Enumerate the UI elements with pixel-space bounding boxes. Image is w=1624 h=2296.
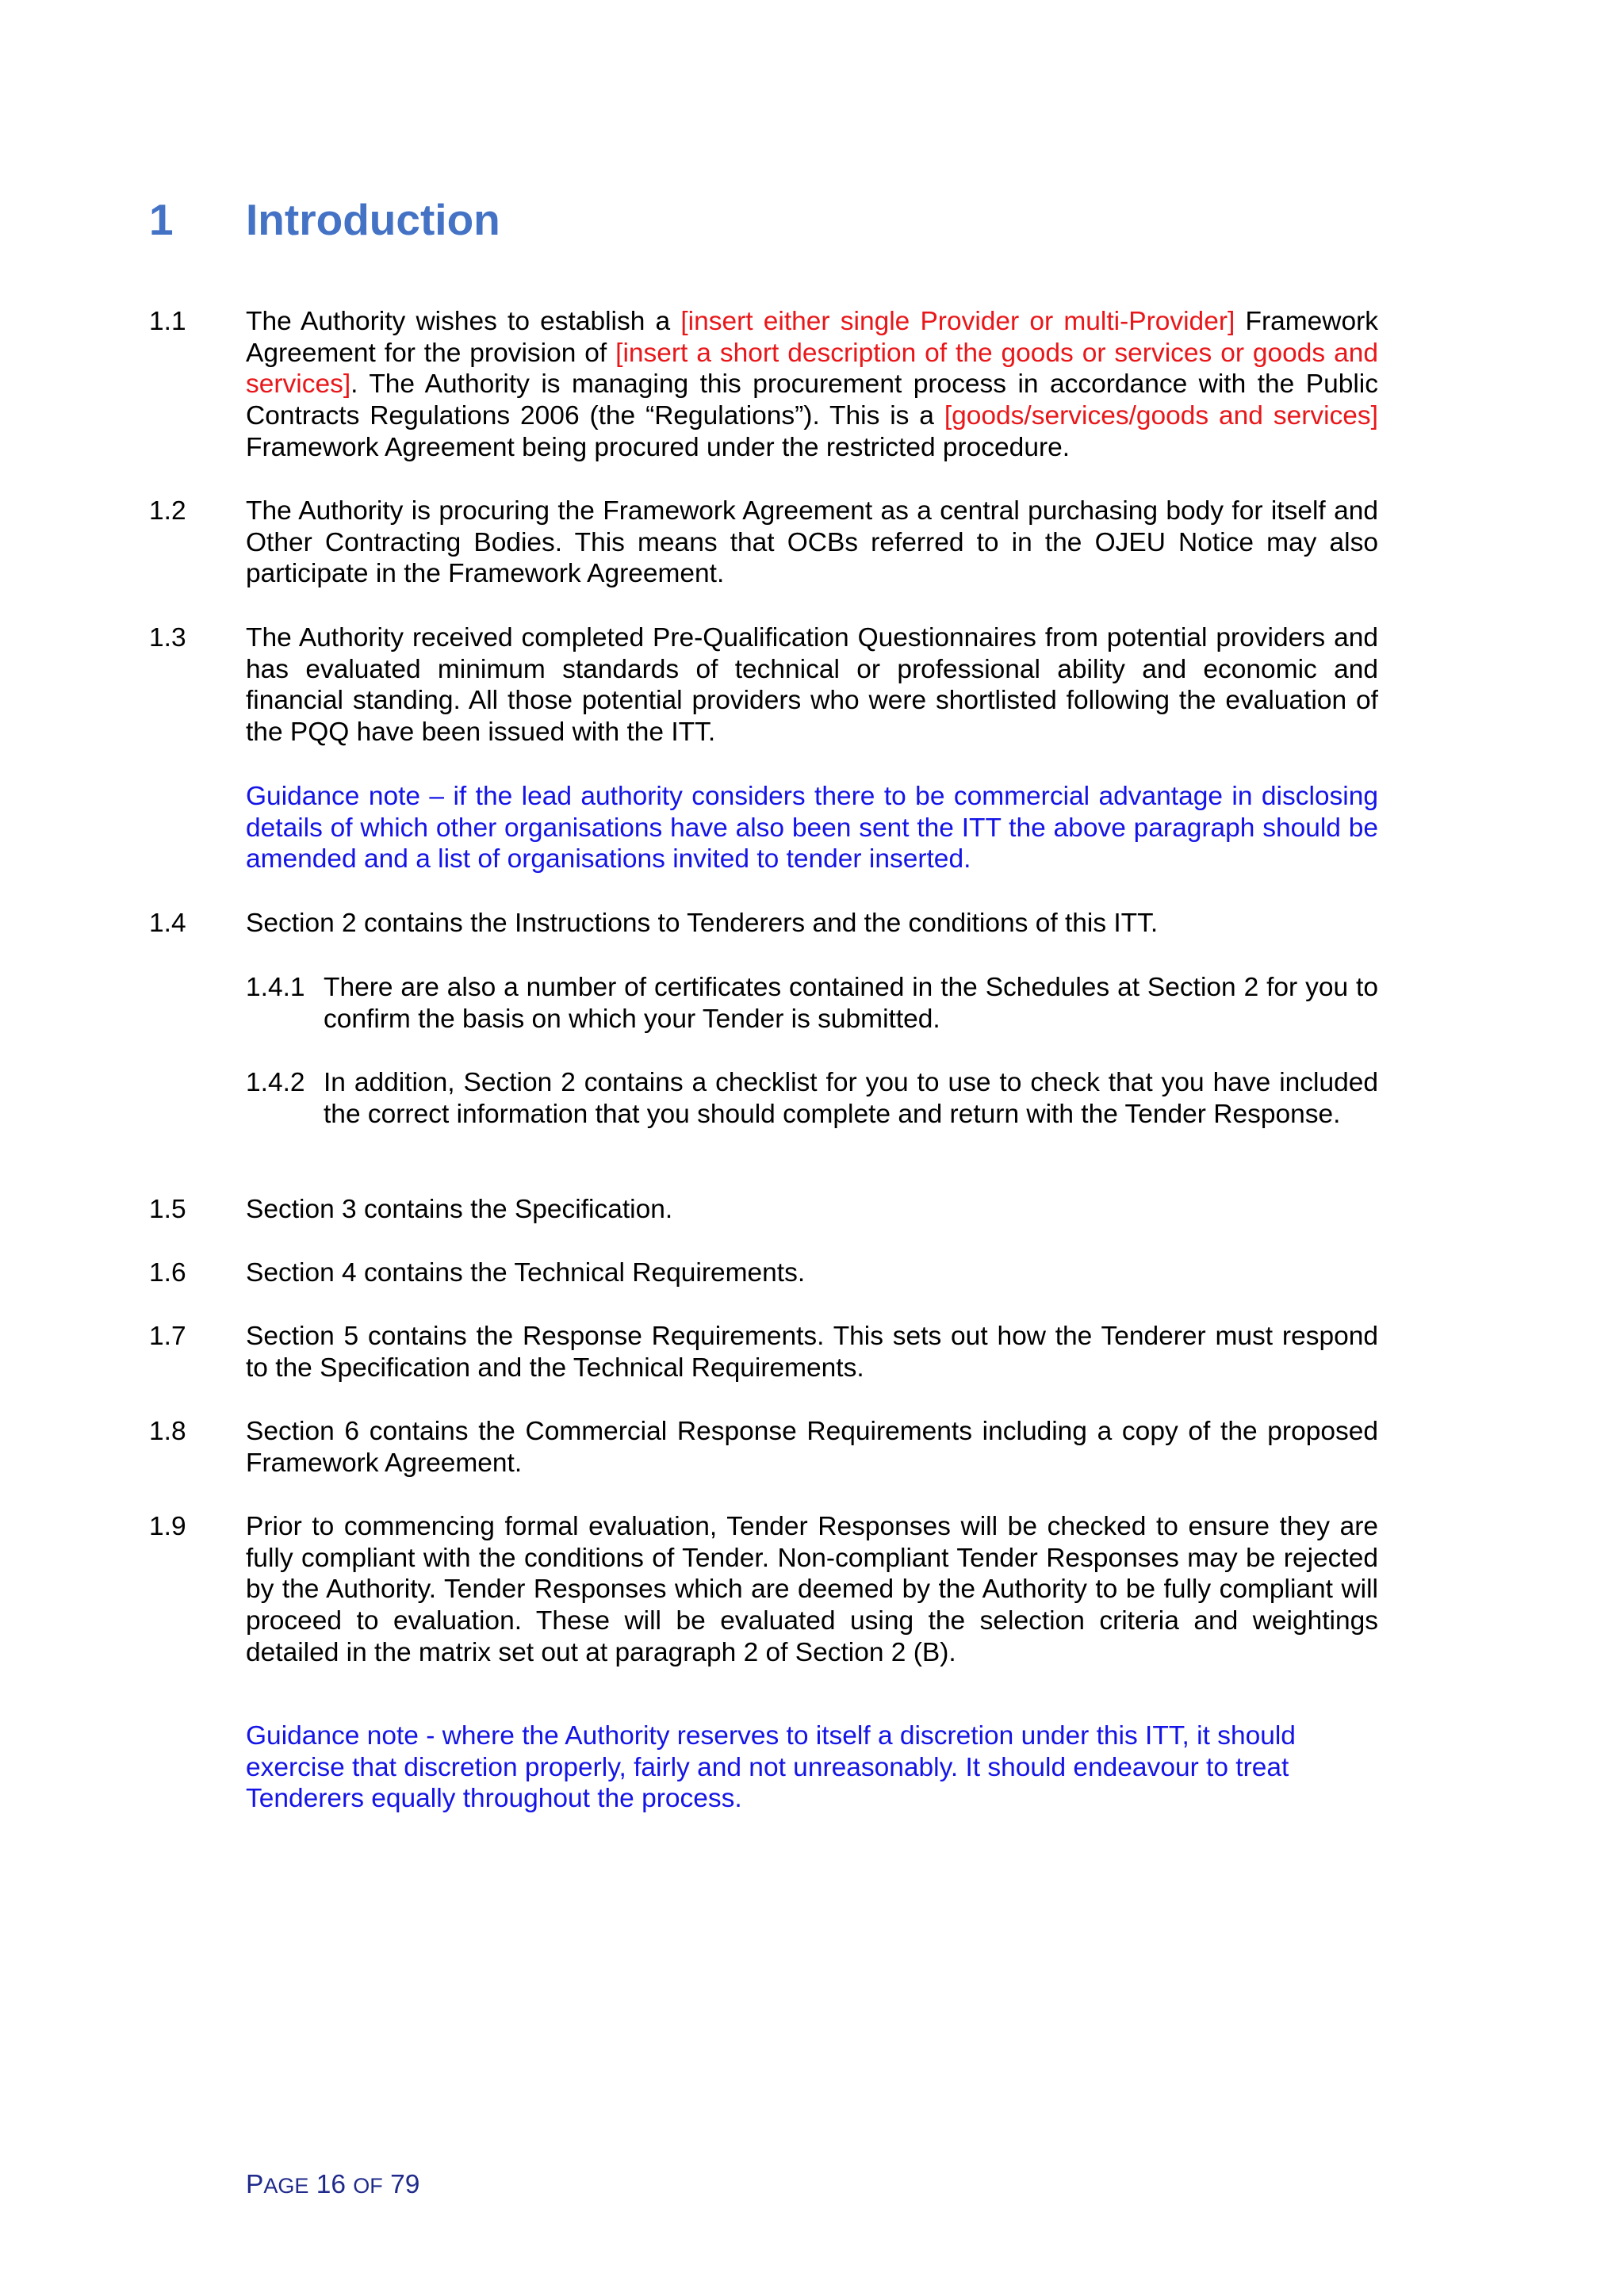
paragraph-number: 1.4 bbox=[149, 909, 186, 938]
paragraph-text: In addition, Section 2 contains a checklist for you to use to check that you have included the correct information that you should complete and return with the Tender Response. bbox=[324, 1068, 1378, 1129]
text-run: Framework Agreement for the provision of bbox=[246, 307, 1378, 368]
paragraph-text: Section 6 contains the Commercial Response Requirements including a copy of the proposed Framework Agreement. bbox=[246, 1417, 1378, 1478]
guidance-note-1: Guidance note – if the lead authority considers there to be commercial advantage in disclosing details of which other organisations have also been sent the ITT the above paragraph should be amended and a list of organisations invited to tender inserted. bbox=[246, 782, 1378, 874]
paragraph-number: 1.1 bbox=[149, 307, 186, 336]
paragraph-1-7 bbox=[149, 1321, 1378, 1383]
section-heading bbox=[149, 193, 500, 246]
page-footer bbox=[246, 2169, 419, 2202]
paragraph-text: The Authority received completed Pre-Qualification Questionnaires from potential providers and has evaluated minimum standards of technical or professional ability and economic and financial standing. All those potential providers who were shortlisted following the evaluation of the PQQ have been issued with the ITT. bbox=[246, 623, 1378, 748]
paragraph-1-4 bbox=[149, 908, 1378, 939]
paragraph-number: 1.6 bbox=[149, 1258, 186, 1288]
paragraph-1-8 bbox=[149, 1416, 1378, 1479]
paragraph-number: 1.9 bbox=[149, 1512, 186, 1541]
paragraph-1-1 bbox=[149, 306, 1378, 464]
paragraph-number: 1.5 bbox=[149, 1195, 186, 1224]
placeholder-description: [insert a short description of the goods or services or goods and services] bbox=[246, 338, 1378, 400]
paragraph-text: Section 2 contains the Instructions to Tenderers and the conditions of this ITT. bbox=[246, 909, 1159, 938]
paragraph-text: Section 3 contains the Specification. bbox=[246, 1195, 673, 1224]
paragraph-number: 1.3 bbox=[149, 623, 186, 652]
placeholder-provider-type: [insert either single Provider or multi-Provider] bbox=[680, 307, 1235, 336]
paragraph-1-9 bbox=[149, 1511, 1378, 1669]
paragraph-text bbox=[246, 306, 1378, 464]
paragraph-text: Prior to commencing formal evaluation, Tender Responses will be checked to ensure they are fully compliant with the conditions of Tender. Non-compliant Tender Responses may be rejected by the Authority. Tender Responses which are deemed by the Authority to be fully compliant will proceed to evaluation. These will be evaluated using the selection criteria and weightings detailed in the matrix set out at paragraph 2 of Section 2 (B). bbox=[246, 1512, 1378, 1667]
paragraph-1-2 bbox=[149, 496, 1378, 590]
section-number: 1 bbox=[149, 195, 174, 244]
section-title: Introduction bbox=[246, 195, 500, 244]
paragraph-number: 1.2 bbox=[149, 496, 186, 526]
paragraph-1-4-1 bbox=[246, 972, 1378, 1035]
text-run: The Authority wishes to establish a bbox=[246, 307, 681, 336]
footer-page-number: 16 bbox=[316, 2170, 346, 2199]
paragraph-number: 1.7 bbox=[149, 1322, 186, 1351]
paragraph-1-3 bbox=[149, 622, 1378, 748]
paragraph-text: The Authority is procuring the Framework Agreement as a central purchasing body for itself and Other Contracting Bodies. This means that OCBs referred to in the OJEU Notice may also participate in the Framework Agreement. bbox=[246, 496, 1378, 589]
footer-of: OF bbox=[353, 2174, 383, 2198]
paragraph-number: 1.8 bbox=[149, 1417, 186, 1446]
paragraph-1-4-2 bbox=[246, 1067, 1378, 1130]
paragraph-1-5 bbox=[149, 1194, 1378, 1226]
paragraph-1-6 bbox=[149, 1257, 1378, 1289]
guidance-note-2: Guidance note - where the Authority reserves to itself a discretion under this ITT, it should exercise that discretion properly, fairly and not unreasonably. It should endeavour to treat Tenderers equally throughout the process. bbox=[246, 1721, 1296, 1814]
text-run: . The Authority is managing this procurement process in accordance with the Public Contracts Regulations 2006 (the “Regulations”). This is a bbox=[246, 369, 1378, 431]
paragraph-number: 1.4.1 bbox=[246, 973, 305, 1002]
text-run: Framework Agreement being procured under the restricted procedure. bbox=[246, 432, 1071, 462]
footer-page-rest: AGE bbox=[263, 2174, 309, 2198]
footer-page-initial: P bbox=[246, 2170, 264, 2199]
paragraph-text: There are also a number of certificates contained in the Schedules at Section 2 for you to confirm the basis on which your Tender is submitted. bbox=[324, 973, 1378, 1034]
paragraph-text: Section 5 contains the Response Requirements. This sets out how the Tenderer must respond to the Specification and the Technical Requirements. bbox=[246, 1322, 1378, 1383]
footer-total-pages: 79 bbox=[390, 2170, 420, 2199]
paragraph-text: Section 4 contains the Technical Requirements. bbox=[246, 1258, 806, 1288]
paragraph-number: 1.4.2 bbox=[246, 1068, 305, 1097]
placeholder-goods-services: [goods/services/goods and services] bbox=[944, 401, 1378, 431]
